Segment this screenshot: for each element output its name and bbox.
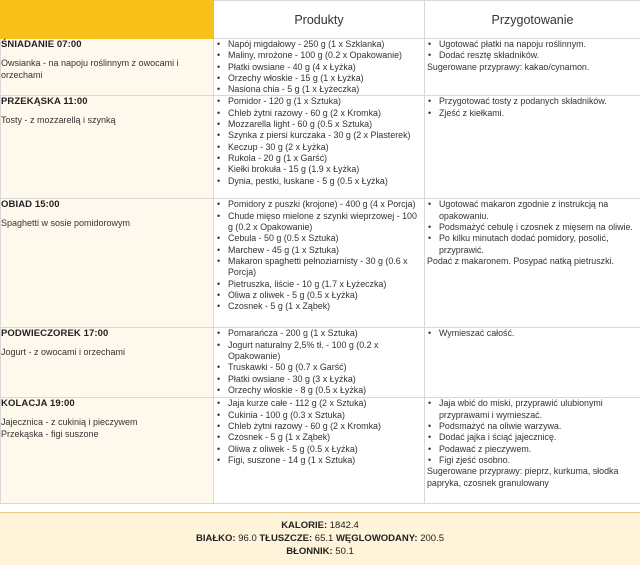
meal-description: Owsianka - na napoju roślinnym z owocami i orzechami	[1, 58, 179, 80]
preparation-cell	[425, 199, 640, 328]
preparation-cell	[425, 328, 640, 398]
preparation-step: • Podsmażyć cebulę i czosnek z mięsem na oliwie.	[425, 222, 640, 233]
fiber-value: 50.1	[335, 546, 354, 557]
meal-description: Jajecznica - z cukinią i pieczywem	[1, 417, 138, 428]
preparation-step: • Ugotować płatki na napoju roślinnym.	[425, 39, 640, 50]
preparation-step: • Po kilku minutach dodać pomidory, posolić, przyprawić.	[425, 233, 640, 256]
preparation-cell	[425, 398, 640, 504]
preparation-step: • Zjeść z kiełkami.	[425, 108, 640, 119]
product-item: • Czosnek - 5 g (1 x Ząbek)	[214, 432, 424, 443]
product-item: • Rukola - 20 g (1 x Garść)	[214, 153, 424, 164]
meal-row-breakfast	[1, 39, 640, 96]
product-item: • Truskawki - 50 g (0.7 x Garść)	[214, 362, 424, 373]
meal-name: PRZEKĄSKA 11:00	[1, 96, 88, 108]
fat-label: TŁUSZCZE:	[259, 533, 313, 544]
product-item: • Marchew - 45 g (1 x Sztuka)	[214, 245, 424, 256]
product-item: • Płatki owsiane - 40 g (4 x Łyżka)	[214, 62, 424, 73]
product-item: • Oliwa z oliwek - 5 g (0.5 x Łyżka)	[214, 444, 424, 455]
carbs-label: WĘGLOWODANY:	[335, 533, 418, 544]
meal-info-cell	[1, 328, 214, 398]
meal-row-dinner	[1, 398, 640, 504]
summary-line-kcal	[0, 513, 640, 532]
product-item: • Mozzarella light - 60 g (0.5 x Sztuka)	[214, 119, 424, 130]
meal-description: Tosty - z mozzarellą i szynką	[1, 115, 116, 126]
product-item: • Makaron spaghetti pełnoziarnisty - 30 g (0.6 x Porcja)	[214, 256, 424, 279]
meal-description: Jogurt - z owocami i orzechami	[1, 347, 126, 358]
summary-line-fiber	[0, 545, 640, 558]
product-item: • Maliny, mrożone - 100 g (0.2 x Opakowanie)	[214, 50, 424, 61]
kcal-label: KALORIE:	[281, 520, 328, 531]
kcal-value: 1842.4	[329, 520, 359, 531]
products-cell	[214, 39, 425, 96]
fiber-label: BŁONNIK:	[286, 546, 333, 557]
product-item: • Keczup - 30 g (2 x Łyżka)	[214, 142, 424, 153]
preparation-note: Podać z makaronem. Posypać natką pietruszki.	[427, 255, 614, 266]
product-item: • Orzechy włoskie - 8 g (0.5 x Łyżka)	[214, 385, 424, 396]
meal-name: KOLACJA 19:00	[1, 398, 75, 410]
preparation-step: • Wymieszać całość.	[425, 328, 640, 339]
protein-value: 96.0	[238, 533, 257, 544]
product-item: • Oliwa z oliwek - 5 g (0.5 x Łyżka)	[214, 290, 424, 301]
preparation-step: • Jaja wbić do miski, przyprawić ulubionymi przyprawami i wymieszać.	[425, 398, 640, 421]
meal-info-cell	[1, 39, 214, 96]
product-item: • Nasiona chia - 5 g (1 x Łyżeczka)	[214, 84, 424, 95]
product-item: • Płatki owsiane - 30 g (3 x Łyżka)	[214, 374, 424, 385]
product-item: • Czosnek - 5 g (1 x Ząbek)	[214, 301, 424, 312]
preparation-step: • Figi zjeść osobno.	[425, 455, 640, 466]
fat-value: 65.1	[314, 533, 334, 544]
header-preparation: Przygotowanie	[425, 1, 640, 39]
meal-info-cell	[1, 199, 214, 328]
meal-name: OBIAD 15:00	[1, 199, 60, 211]
product-item: • Chleb żytni razowy - 60 g (2 x Kromka)	[214, 421, 424, 432]
preparation-step: • Podsmażyć na oliwie warzywa.	[425, 421, 640, 432]
product-item: • Cukinia - 100 g (0.3 x Sztuka)	[214, 410, 424, 421]
products-cell	[214, 96, 425, 199]
header-accent-cell	[1, 1, 214, 39]
header-products: Produkty	[214, 1, 425, 39]
product-item: • Dynia, pestki, łuskane - 5 g (0.5 x Łyżka)	[214, 176, 424, 187]
meal-row-snack	[1, 96, 640, 199]
nutrition-summary	[0, 512, 640, 565]
preparation-note: Sugerowane przyprawy: kakao/cynamon.	[427, 61, 590, 72]
product-item: • Chleb żytni razowy - 60 g (2 x Kromka)	[214, 108, 424, 119]
product-item: • Pomidory z puszki (krojone) - 400 g (4 x Porcja)	[214, 199, 424, 210]
preparation-step: • Podawać z pieczywem.	[425, 444, 640, 455]
product-item: • Kiełki brokuła - 15 g (1.9 x Łyżka)	[214, 164, 424, 175]
products-cell	[214, 328, 425, 398]
meal-name: ŚNIADANIE 07:00	[1, 39, 82, 50]
product-item: • Napój migdałowy - 250 g (1 x Szklanka)	[214, 39, 424, 50]
table-header-row	[1, 1, 640, 39]
product-item: • Pomidor - 120 g (1 x Sztuka)	[214, 96, 424, 107]
preparation-step: • Przygotować tosty z podanych składników.	[425, 96, 640, 107]
product-item: • Cebula - 50 g (0.5 x Sztuka)	[214, 233, 424, 244]
product-item: • Pietruszka, liście - 10 g (1.7 x Łyżeczka)	[214, 279, 424, 290]
product-item: • Orzechy włoskie - 15 g (1 x Łyżka)	[214, 73, 424, 84]
products-cell	[214, 199, 425, 328]
meal-row-lunch	[1, 199, 640, 328]
meal-name: PODWIECZOREK 17:00	[1, 328, 109, 340]
product-item: • Pomarańcza - 200 g (1 x Sztuka)	[214, 328, 424, 339]
product-item: • Chude mięso mielone z szynki wieprzowej - 100 g (0.2 x Opakowanie)	[214, 211, 424, 234]
product-item: • Figi, suszone - 14 g (1 x Sztuka)	[214, 455, 424, 466]
meal-info-cell	[1, 398, 214, 504]
preparation-cell	[425, 39, 640, 96]
carbs-value: 200.5	[420, 533, 444, 544]
meal-description: Spaghetti w sosie pomidorowym	[1, 218, 131, 229]
product-item: • Jaja kurze całe - 112 g (2 x Sztuka)	[214, 398, 424, 409]
products-cell	[214, 398, 425, 504]
preparation-step: • Dodać jajka i ściąć jajecznicę.	[425, 432, 640, 443]
meal-info-cell	[1, 96, 214, 199]
protein-label: BIAŁKO:	[196, 533, 236, 544]
preparation-note: Sugerowane przyprawy: pieprz, kurkuma, słodka papryka, czosnek granulowany	[427, 466, 619, 488]
meal-description: Przekąska - figi suszone	[1, 429, 99, 440]
preparation-cell	[425, 96, 640, 199]
summary-line-macros	[0, 532, 640, 545]
product-item: • Szynka z piersi kurczaka - 30 g (2 x Plasterek)	[214, 130, 424, 141]
preparation-step: • Dodać resztę składników.	[425, 50, 640, 61]
meal-row-afternoon-snack	[1, 328, 640, 398]
product-item: • Jogurt naturalny 2,5% tł. - 100 g (0.2 x Opakowanie)	[214, 340, 424, 363]
preparation-step: • Ugotować makaron zgodnie z instrukcją na opakowaniu.	[425, 199, 640, 222]
